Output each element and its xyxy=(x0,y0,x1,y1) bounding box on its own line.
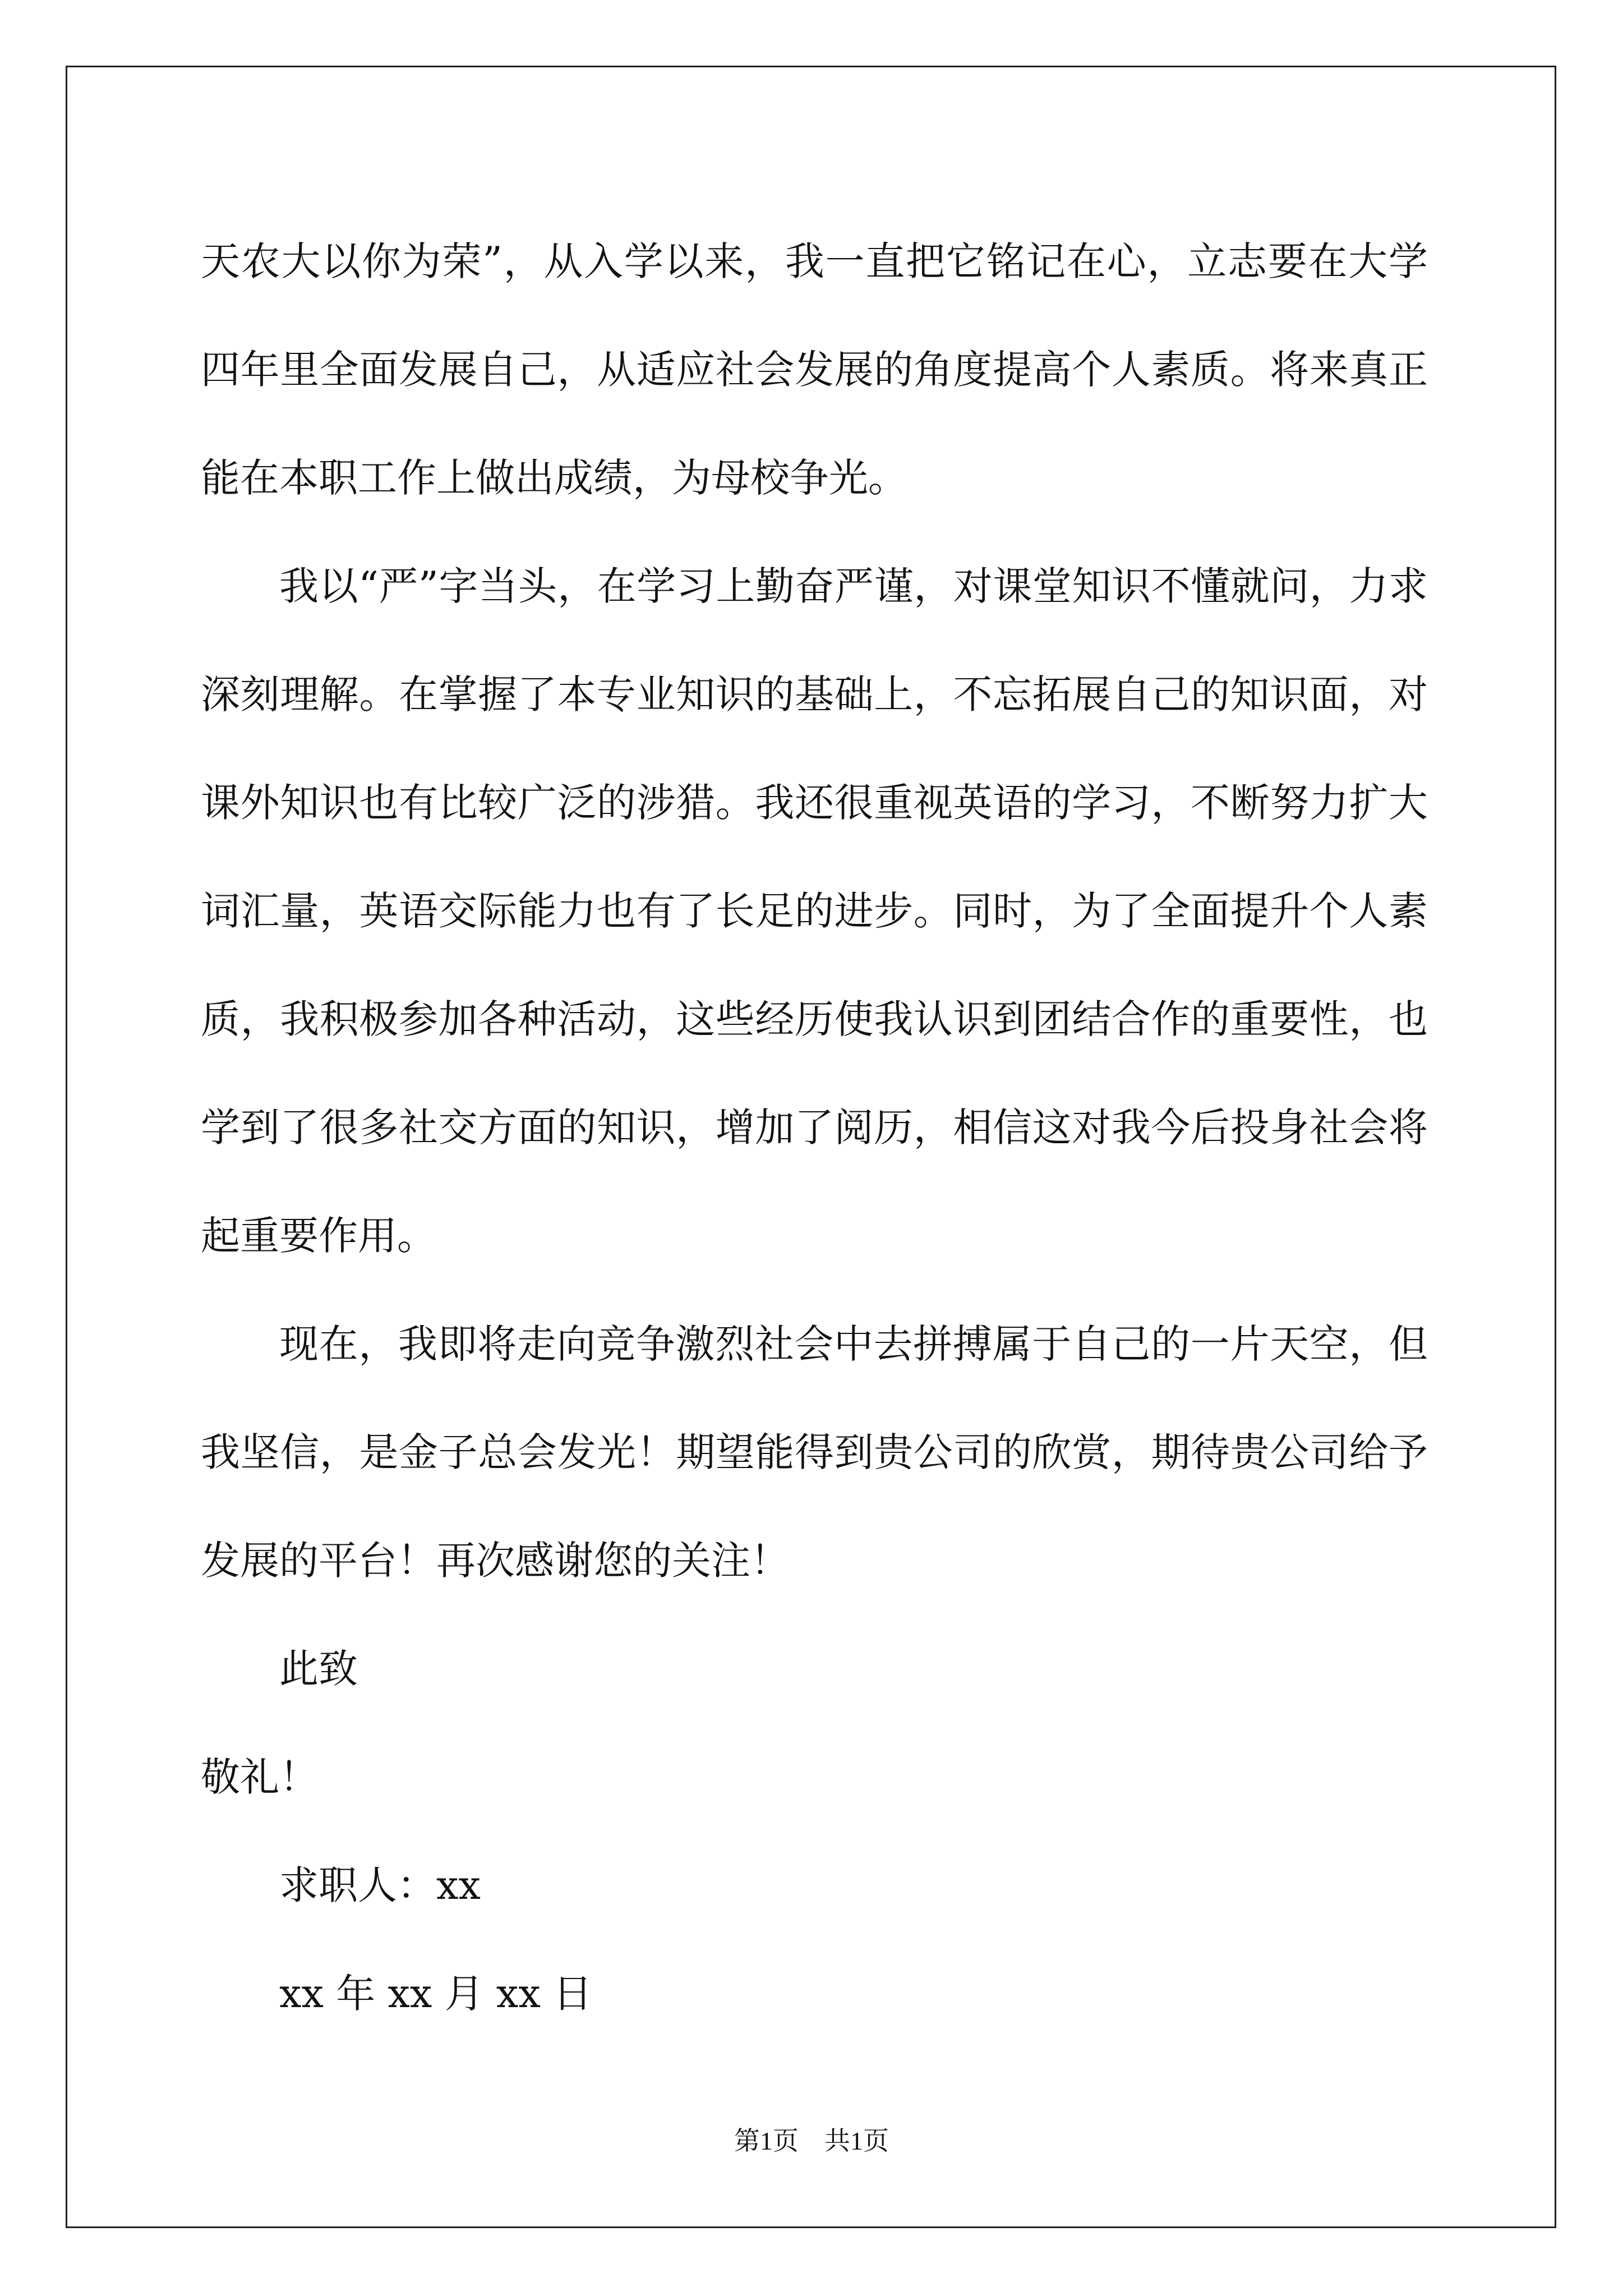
paragraph-closing: 现在，我即将走向竞争激烈社会中去拼搏属于自己的一片天空，但我坚信，是金子总会发光！期望能得到贵公司的欣赏，期待贵公司给予发展的平台！再次感谢您的关注！ xyxy=(201,1321,1428,1584)
paragraph-intro-continued: 天农大以你为荣”，从入学以来，我一直把它铭记在心，立志要在大学四年里全面发展自己，从适应社会发展的角度提高个人素质。将来真正能在本职工作上做出成绩，为母校争光。 xyxy=(201,238,1428,501)
page-number-current: 第1页 xyxy=(734,2127,799,2155)
letter-body xyxy=(201,208,1428,2048)
applicant-name: 求职人：xx xyxy=(279,1862,481,1908)
page-number-total: 共1页 xyxy=(824,2127,889,2155)
paragraph-study: 我以“严”字当头，在学习上勤奋严谨，对课堂知识不懂就问，力求深刻理解。在掌握了本专业知识的基础上，不忘拓展自己的知识面，对课外知识也有比较广泛的涉猎。我还很重视英语的学习，不断努力扩大词汇量，英语交际能力也有了长足的进步。同时，为了全面提升个人素质，我积极参加各种活动，这些经历使我认识到团结合作的重要性，也学到了很多社交方面的知识，增加了阅历，相信这对我今后投身社会将起重要作用。 xyxy=(201,563,1428,1259)
page-footer xyxy=(0,2120,1623,2157)
letter-date: xx 年 xx 月 xx 日 xyxy=(279,1971,593,2017)
salutation-jingli: 敬礼！ xyxy=(201,1754,319,1800)
salutation-cizhi: 此致 xyxy=(279,1646,358,1692)
